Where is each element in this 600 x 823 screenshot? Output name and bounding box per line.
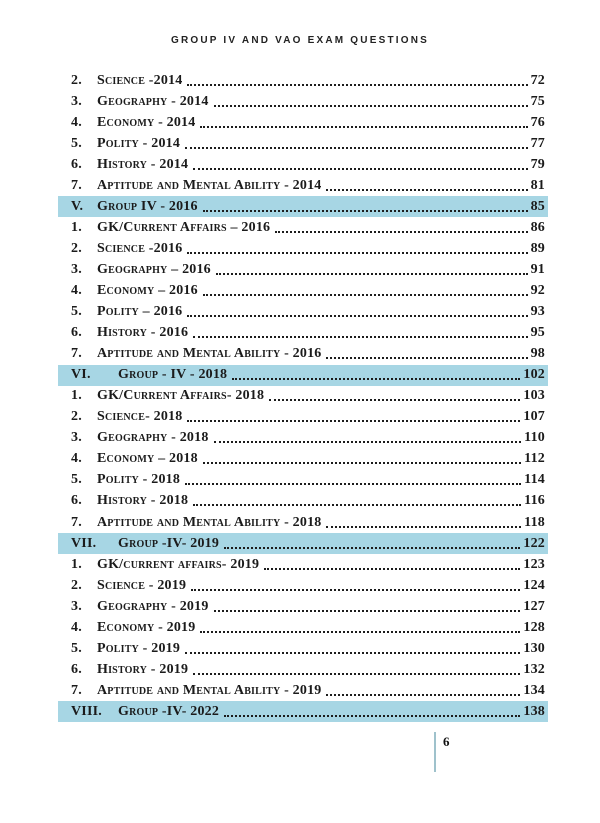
toc-entry-label: Aptitude and Mental Ability - 2014 xyxy=(97,177,322,193)
toc-entry-number: 1. xyxy=(71,219,82,235)
dot-leader xyxy=(193,673,520,675)
dot-leader xyxy=(193,168,527,170)
dot-leader xyxy=(275,231,527,233)
toc-entry-page: 79 xyxy=(530,156,545,172)
toc-row xyxy=(58,680,548,701)
toc-entry-page: 107 xyxy=(523,409,545,425)
dot-leader xyxy=(326,357,527,359)
toc-row xyxy=(58,302,548,323)
dot-leader xyxy=(326,526,521,528)
toc-row xyxy=(58,512,548,533)
toc-row xyxy=(58,91,548,112)
toc-entry-label: Aptitude and Mental Ability - 2018 xyxy=(97,514,322,530)
toc-entry-label: Polity - 2014 xyxy=(97,135,181,151)
toc-entry-page: 127 xyxy=(523,598,545,614)
toc-entry-page: 86 xyxy=(530,219,545,235)
toc-entry-label: Science -2016 xyxy=(97,240,183,256)
toc-entry-page: 116 xyxy=(524,493,545,509)
dot-leader xyxy=(232,378,520,380)
toc-entry-page: 123 xyxy=(523,556,545,572)
toc-entry-number: 5. xyxy=(71,304,82,320)
toc-row xyxy=(58,323,548,344)
page-header xyxy=(0,30,600,48)
toc-entry-number: 7. xyxy=(71,514,82,530)
toc-entry-label: History - 2019 xyxy=(97,661,189,677)
toc-entry-number: 2. xyxy=(71,577,82,593)
toc-entry-number: 5. xyxy=(71,472,82,488)
toc-row xyxy=(58,491,548,512)
dot-leader xyxy=(326,694,520,696)
toc-row xyxy=(58,175,548,196)
dot-leader xyxy=(187,252,527,254)
toc-entry-number: 6. xyxy=(71,325,82,341)
toc-entry-page: 81 xyxy=(530,177,545,193)
toc-entry-label: GK/Current Affairs- 2018 xyxy=(97,388,265,404)
toc-entry-number: 7. xyxy=(71,177,82,193)
toc-row xyxy=(58,407,548,428)
toc-entry-label: Aptitude and Mental Ability - 2019 xyxy=(97,682,322,698)
toc-list xyxy=(58,70,548,722)
toc-entry-number: 1. xyxy=(71,556,82,572)
toc-entry-number: 4. xyxy=(71,282,82,298)
toc-entry-label: Economy - 2014 xyxy=(97,114,196,130)
dot-leader xyxy=(185,147,528,149)
toc-entry-number: 2. xyxy=(71,240,82,256)
toc-row xyxy=(58,280,548,301)
toc-row xyxy=(58,259,548,280)
toc-entry-number: VIII. xyxy=(71,703,102,719)
footer-divider xyxy=(434,732,436,772)
toc-entry-number: 4. xyxy=(71,114,82,130)
dot-leader xyxy=(187,315,527,317)
toc-entry-page: 110 xyxy=(524,430,545,446)
toc-row xyxy=(58,470,548,491)
toc-entry-label: Science - 2019 xyxy=(97,577,187,593)
toc-entry-page: 93 xyxy=(530,304,545,320)
toc-row xyxy=(58,638,548,659)
toc-row xyxy=(58,196,548,217)
toc-row xyxy=(58,533,548,554)
dot-leader xyxy=(193,336,527,338)
toc-entry-page: 114 xyxy=(524,472,545,488)
toc-entry-label: Aptitude and Mental Ability - 2016 xyxy=(97,346,322,362)
dot-leader xyxy=(203,210,528,212)
toc-entry-label: Geography - 2019 xyxy=(97,598,209,614)
toc-row xyxy=(58,575,548,596)
toc-row xyxy=(58,344,548,365)
toc-entry-label: Economy - 2019 xyxy=(97,619,196,635)
toc-row xyxy=(58,154,548,175)
toc-row xyxy=(58,659,548,680)
toc-entry-number: 2. xyxy=(71,409,82,425)
toc-entry-number: 6. xyxy=(71,156,82,172)
toc-entry-number: 3. xyxy=(71,430,82,446)
toc-row xyxy=(58,554,548,575)
toc-entry-page: 102 xyxy=(523,367,545,383)
toc-entry-page: 128 xyxy=(523,619,545,635)
toc-entry-number: 7. xyxy=(71,682,82,698)
dot-leader xyxy=(185,483,521,485)
toc-entry-label: Group IV - 2016 xyxy=(97,198,198,214)
toc-row xyxy=(58,596,548,617)
toc-entry-label: Geography - 2018 xyxy=(97,430,209,446)
toc-entry-label: Science- 2018 xyxy=(97,409,183,425)
toc-row xyxy=(58,70,548,91)
toc-row xyxy=(58,428,548,449)
dot-leader xyxy=(185,652,520,654)
toc-entry-page: 72 xyxy=(530,72,545,88)
toc-entry-number: 5. xyxy=(71,135,82,151)
toc-entry-page: 98 xyxy=(530,346,545,362)
toc-entry-page: 134 xyxy=(523,682,545,698)
toc-entry-page: 95 xyxy=(530,325,545,341)
dot-leader xyxy=(214,105,528,107)
toc-entry-page: 130 xyxy=(523,640,545,656)
toc-entry-label: Geography – 2016 xyxy=(97,261,211,277)
toc-entry-label: Group - IV - 2018 xyxy=(118,367,228,383)
toc-entry-number: 5. xyxy=(71,640,82,656)
dot-leader xyxy=(224,547,520,549)
toc-entry-number: VI. xyxy=(71,367,91,383)
toc-entry-number: V. xyxy=(71,198,84,214)
dot-leader xyxy=(200,631,520,633)
toc-entry-number: VII. xyxy=(71,535,97,551)
toc-entry-number: 4. xyxy=(71,451,82,467)
toc-entry-label: Science -2014 xyxy=(97,72,183,88)
toc-entry-page: 75 xyxy=(530,93,545,109)
dot-leader xyxy=(264,568,520,570)
toc-entry-page: 132 xyxy=(523,661,545,677)
toc-row xyxy=(58,701,548,722)
toc-entry-label: Geography - 2014 xyxy=(97,93,209,109)
toc-entry-page: 89 xyxy=(530,240,545,256)
toc-entry-label: GK/current affairs- 2019 xyxy=(97,556,260,572)
toc-entry-label: Economy – 2016 xyxy=(97,282,198,298)
toc-entry-number: 3. xyxy=(71,93,82,109)
toc-row xyxy=(58,365,548,386)
toc-entry-number: 3. xyxy=(71,261,82,277)
dot-leader xyxy=(203,462,521,464)
toc-row xyxy=(58,386,548,407)
toc-row xyxy=(58,617,548,638)
toc-entry-page: 112 xyxy=(524,451,545,467)
toc-entry-label: Polity - 2018 xyxy=(97,472,181,488)
toc-entry-page: 118 xyxy=(524,514,545,530)
dot-leader xyxy=(193,504,521,506)
toc-entry-label: Polity – 2016 xyxy=(97,304,183,320)
toc-row xyxy=(58,217,548,238)
dot-leader xyxy=(187,84,527,86)
toc-entry-label: History - 2014 xyxy=(97,156,189,172)
toc-entry-label: Economy – 2018 xyxy=(97,451,198,467)
dot-leader xyxy=(326,189,527,191)
dot-leader xyxy=(216,273,528,275)
toc-entry-page: 92 xyxy=(530,282,545,298)
toc-entry-number: 3. xyxy=(71,598,82,614)
toc-entry-label: Group -IV- 2019 xyxy=(118,535,220,551)
toc-entry-label: History - 2016 xyxy=(97,325,189,341)
toc-entry-page: 77 xyxy=(530,135,545,151)
dot-leader xyxy=(214,610,521,612)
dot-leader xyxy=(224,715,520,717)
toc-entry-page: 91 xyxy=(530,261,545,277)
toc-row xyxy=(58,449,548,470)
page-number: 6 xyxy=(443,734,450,749)
toc-row xyxy=(58,112,548,133)
toc-row xyxy=(58,133,548,154)
dot-leader xyxy=(187,420,520,422)
toc-entry-label: Polity - 2019 xyxy=(97,640,181,656)
toc-entry-number: 6. xyxy=(71,493,82,509)
toc-entry-number: 7. xyxy=(71,346,82,362)
toc-entry-page: 122 xyxy=(523,535,545,551)
dot-leader xyxy=(269,399,520,401)
toc-entry-label: History - 2018 xyxy=(97,493,189,509)
dot-leader xyxy=(203,294,528,296)
toc-row xyxy=(58,238,548,259)
toc-entry-number: 4. xyxy=(71,619,82,635)
dot-leader xyxy=(200,126,527,128)
toc-entry-page: 138 xyxy=(523,703,545,719)
toc-entry-number: 2. xyxy=(71,72,82,88)
toc-entry-number: 6. xyxy=(71,661,82,677)
header-title: GROUP IV AND VAO EXAM QUESTIONS xyxy=(170,35,430,46)
toc-entry-page: 85 xyxy=(530,198,545,214)
dot-leader xyxy=(214,441,522,443)
toc-entry-number: 1. xyxy=(71,388,82,404)
toc-entry-label: Group -IV- 2022 xyxy=(118,703,220,719)
toc-entry-page: 76 xyxy=(530,114,545,130)
dot-leader xyxy=(191,589,520,591)
toc-entry-page: 124 xyxy=(523,577,545,593)
page-footer xyxy=(434,732,450,772)
toc-entry-label: GK/Current Affairs – 2016 xyxy=(97,219,271,235)
toc-entry-page: 103 xyxy=(523,388,545,404)
